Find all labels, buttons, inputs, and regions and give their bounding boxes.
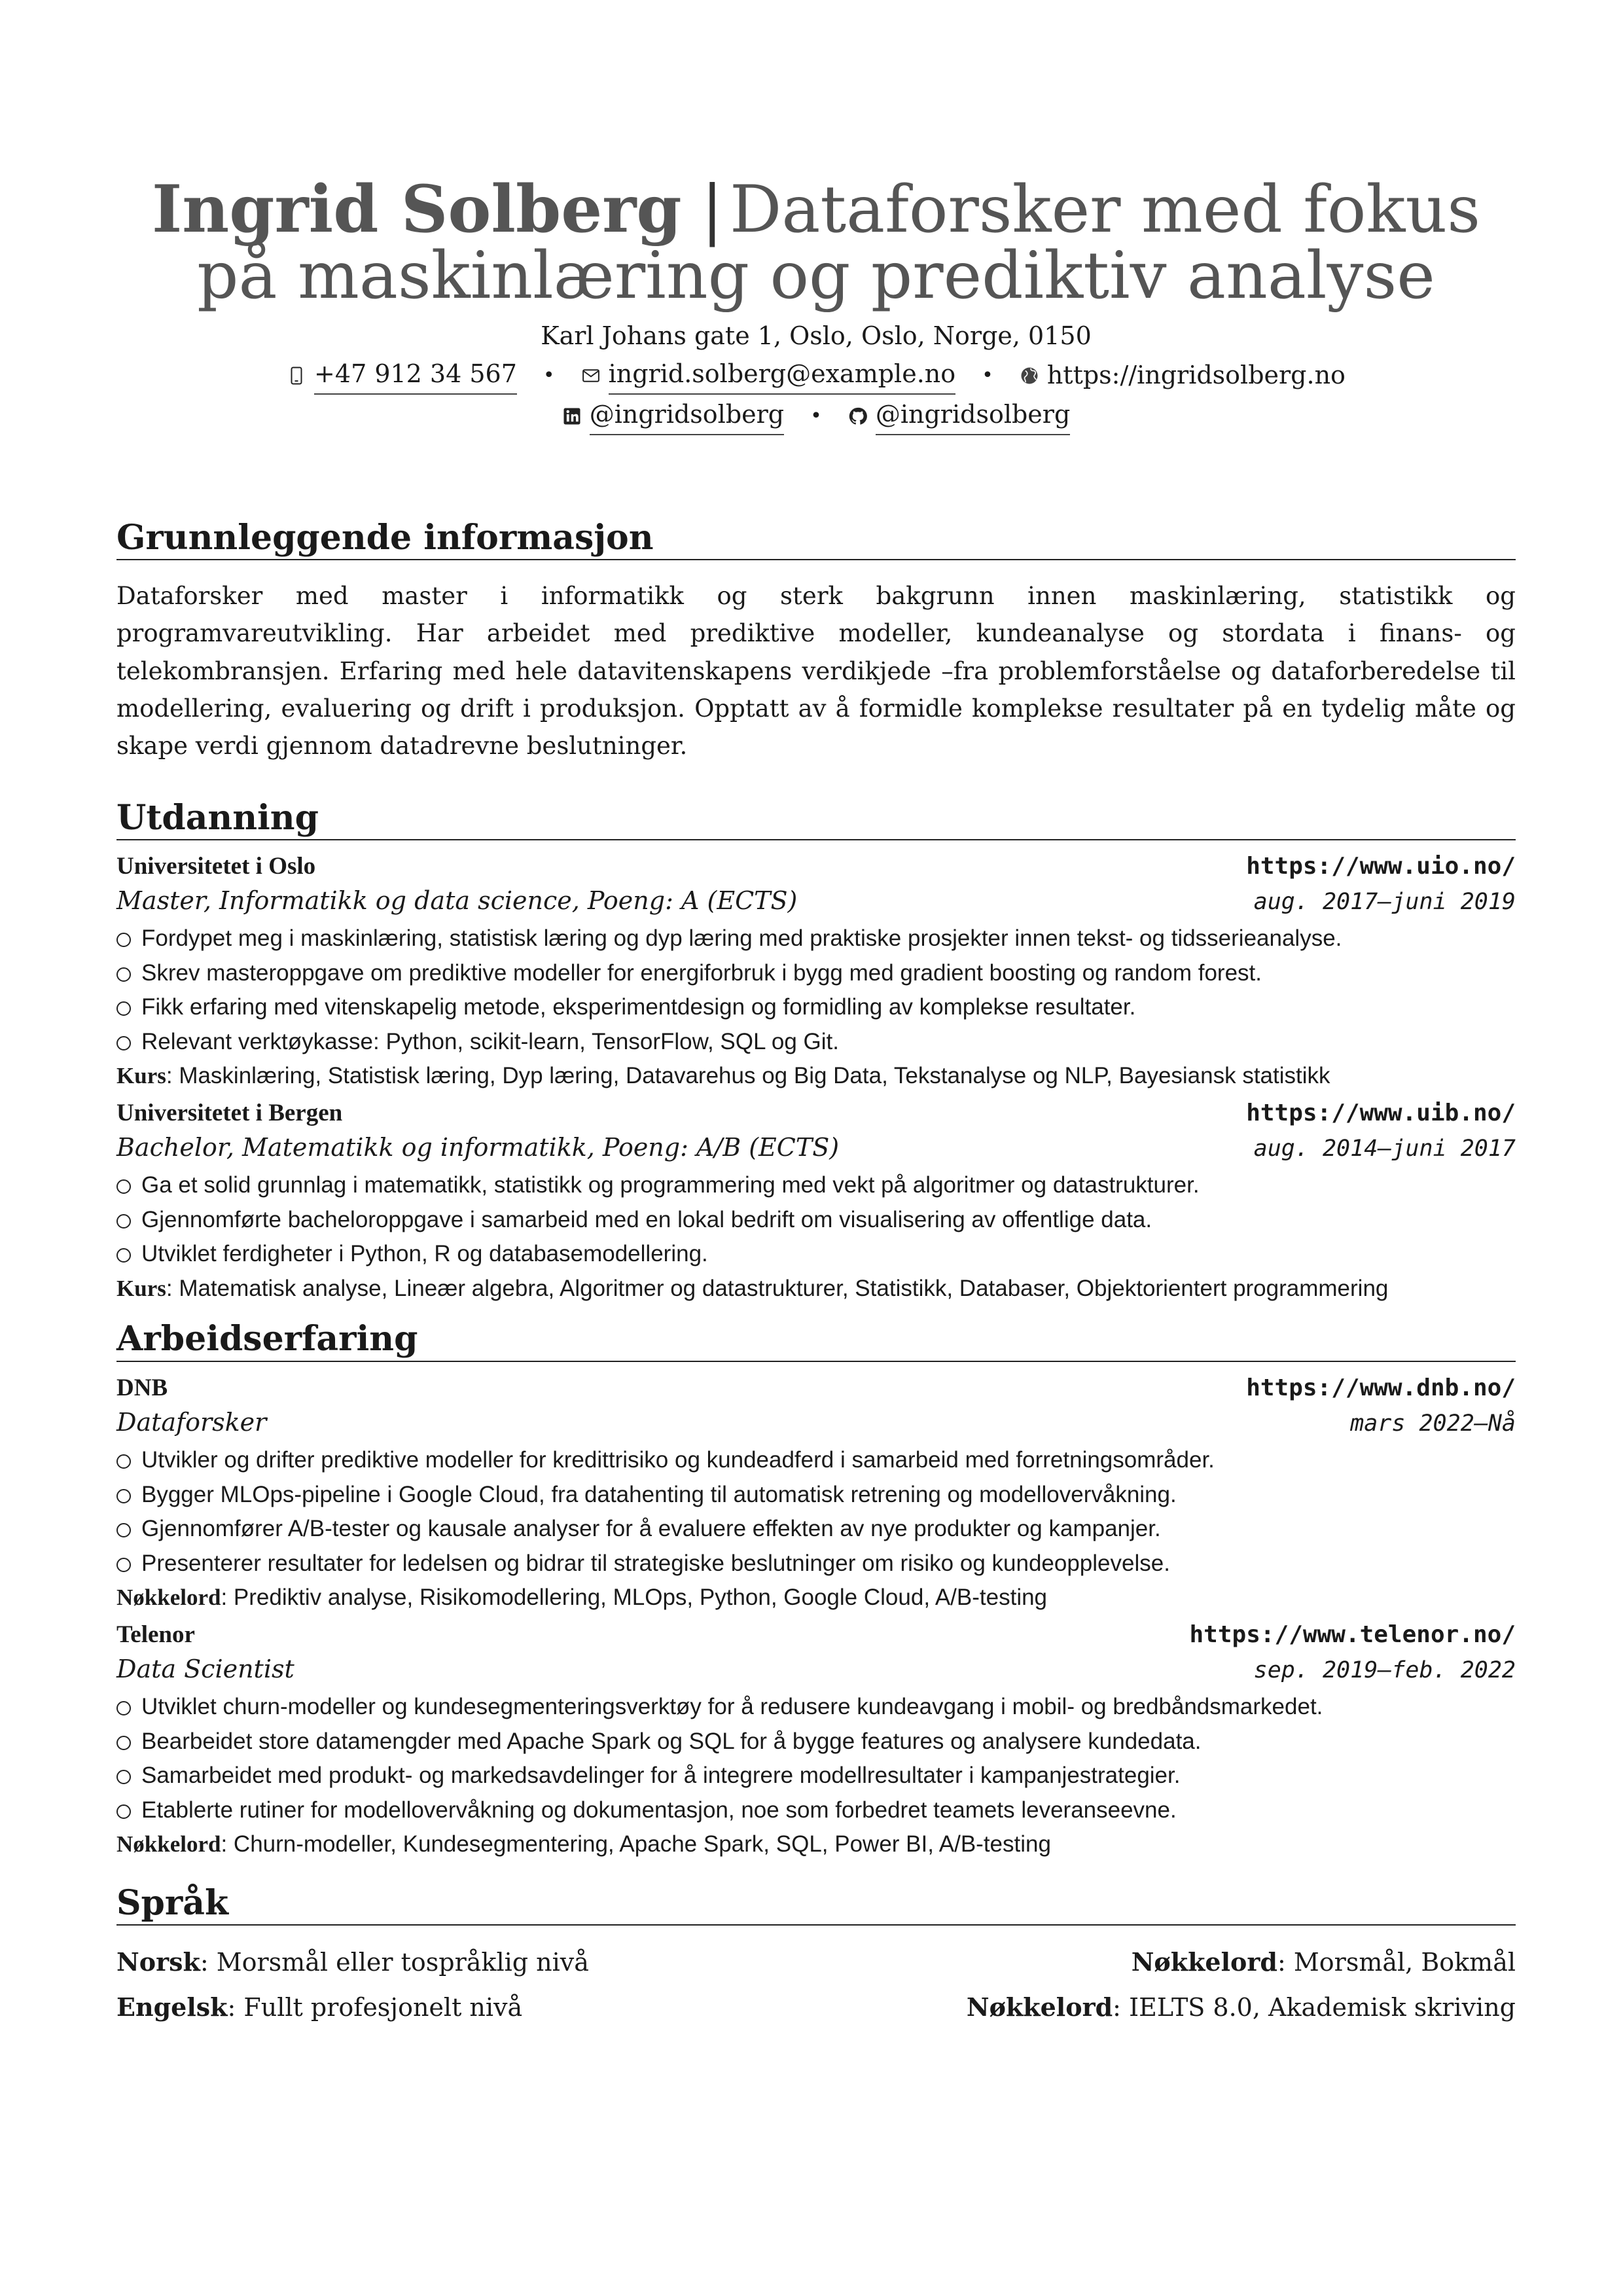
envelope-icon (581, 366, 601, 386)
email-contact[interactable] (581, 357, 956, 395)
languages-title: Språk (116, 1884, 1516, 1926)
list-item: Presenterer resultater for ledelsen og bidrar til strategiske beslutninger om risiko og kundeopplevelse. (116, 1547, 1516, 1581)
cv-content (116, 171, 1516, 2027)
experience-entry-dnb (116, 1371, 1516, 1615)
headline-line-2: på maskinlæring og prediktiv analyse (197, 238, 1435, 314)
list-item: Utvikler og drifter prediktive modeller for kredittrisiko og kundeadferd i samarbeid med forretningsområder. (116, 1443, 1516, 1478)
dates: aug. 2014–juni 2017 (1253, 1136, 1516, 1162)
list-item: Fikk erfaring med vitenskapelig metode, eksperimentdesign og formidling av komplekse resultater. (116, 990, 1516, 1025)
job-title: Dataforsker (116, 1408, 267, 1437)
language-level: Morsmål eller tospråklig nivå (216, 1947, 589, 1977)
org-url[interactable]: https://www.dnb.no/ (1246, 1374, 1516, 1401)
circle-bullet-icon (116, 1489, 131, 1503)
language-level: Fullt profesjonelt nivå (243, 1992, 523, 2022)
list-item: Utviklet churn-modeller og kundesegmenteringsverktøy for å redusere kundeavgang i mobil- og bredbåndsmarkedet. (116, 1690, 1516, 1725)
circle-bullet-icon (116, 1804, 131, 1819)
summary-title: Grunnleggende informasjon (116, 519, 1516, 560)
org-url[interactable]: https://www.uib.no/ (1246, 1099, 1516, 1126)
linkedin-link[interactable]: @ingridsolberg (590, 397, 784, 435)
org-url[interactable]: https://www.telenor.no/ (1189, 1621, 1516, 1648)
circle-bullet-icon (116, 1701, 131, 1715)
email-link[interactable]: ingrid.solberg@example.no (609, 357, 956, 395)
circle-bullet-icon (116, 1523, 131, 1537)
summary-text: Dataforsker med master i informatikk og sterk bakgrunn innen maskinlæring, statistikk og programvareutvikling. Har arbeidet med prediktive modeller, kundeanalyse og stordata i finans- og telekombransjen. Erfaring med hele datavitenskapens verdikjede –fra problemforståelse og dataforberedelse til modellering, evaluering og drift i produksjon. Opptatt av å formidle komplekse resultater på en tydelig måte og skape verdi gjennom datadrevne beslutninger. (116, 581, 1516, 761)
languages-section (116, 1884, 1516, 2028)
website-link[interactable]: https://ingridsolberg.no (1046, 360, 1346, 389)
website-contact[interactable] (1020, 358, 1346, 393)
degree: Master, Informatikk og data science, Poeng: A (ECTS) (116, 886, 798, 916)
language-keywords: IELTS 8.0, Akademisk skriving (1129, 1992, 1516, 2022)
circle-bullet-icon (116, 1179, 131, 1194)
list-item: Gjennomfører A/B-tester og kausale analyser for å evaluere effekten av nye produkter og kampanjer. (116, 1512, 1516, 1547)
circle-bullet-icon (116, 967, 131, 982)
org-name: DNB (116, 1374, 168, 1401)
page-title (116, 171, 1516, 314)
bullet-list (116, 922, 1516, 1059)
globe-icon (1020, 366, 1039, 386)
language-keywords: Morsmål, Bokmål (1293, 1947, 1516, 1977)
circle-bullet-icon (116, 1248, 131, 1263)
circle-bullet-icon (116, 1001, 131, 1016)
education-entry-uib (116, 1096, 1516, 1306)
person-name: Ingrid Solberg (151, 171, 682, 247)
courses-line: Kurs: Matematisk analyse, Lineær algebra, Algoritmer og datastrukturer, Statistikk, Databaser, Objektorientert programmering (116, 1275, 1389, 1301)
linkedin-contact[interactable] (562, 397, 784, 435)
separator-dot: • (982, 363, 993, 387)
title-separator: | (701, 172, 723, 247)
phone-link[interactable]: +47 912 34 567 (314, 357, 517, 395)
language-name: Engelsk (116, 1992, 228, 2022)
list-item: Gjennomførte bacheloroppgave i samarbeid med en lokal bedrift om visualisering av offentlige data. (116, 1203, 1516, 1238)
list-item: Bearbeidet store datamengder med Apache Spark og SQL for å bygge features og analysere kundedata. (116, 1725, 1516, 1759)
headline-line-1: Dataforsker med fokus (730, 172, 1481, 247)
circle-bullet-icon (116, 933, 131, 947)
language-row: Engelsk: Fullt profesjonelt nivå Nøkkelord: IELTS 8.0, Akademisk skriving (116, 1992, 1516, 2022)
separator-dot: • (543, 363, 555, 387)
cv-header (116, 171, 1516, 435)
bullet-list (116, 1168, 1516, 1272)
education-title: Utdanning (116, 799, 1516, 840)
bullet-list (116, 1443, 1516, 1581)
keywords-line: Nøkkelord: Churn-modeller, Kundesegmentering, Apache Spark, SQL, Power BI, A/B-testing (116, 1831, 1051, 1857)
circle-bullet-icon (116, 1214, 131, 1229)
contact-line-1 (116, 357, 1516, 395)
education-section (116, 799, 1516, 1306)
circle-bullet-icon (116, 1770, 131, 1784)
experience-title: Arbeidserfaring (116, 1320, 1516, 1361)
circle-bullet-icon (116, 1036, 131, 1050)
courses-line: Kurs: Maskinlæring, Statistisk læring, Dyp læring, Datavarehus og Big Data, Tekstanalyse og NLP, Bayesiansk statistikk (116, 1063, 1330, 1089)
dates: sep. 2019–feb. 2022 (1253, 1657, 1516, 1684)
experience-section (116, 1320, 1516, 1861)
github-contact[interactable] (848, 397, 1070, 435)
summary-section (116, 519, 1516, 765)
list-item: Bygger MLOps-pipeline i Google Cloud, fra datahenting til automatisk retrening og modellovervåkning. (116, 1478, 1516, 1513)
keyword-label: Nøkkelord (966, 1992, 1113, 2022)
circle-bullet-icon (116, 1736, 131, 1750)
keywords-line: Nøkkelord: Prediktiv analyse, Risikomodellering, MLOps, Python, Google Cloud, A/B-testing (116, 1585, 1048, 1611)
keyword-label: Nøkkelord (1131, 1946, 1277, 1977)
org-name: Telenor (116, 1621, 195, 1648)
list-item: Ga et solid grunnlag i matematikk, statistikk og programmering med vekt på algoritmer og datastrukturer. (116, 1168, 1516, 1203)
org-url[interactable]: https://www.uio.no/ (1246, 852, 1516, 880)
phone-icon (287, 366, 306, 386)
linkedin-icon (562, 406, 582, 426)
list-item: Samarbeidet med produkt- og markedsavdelinger for å integrere modellresultater i kampanjestrategier. (116, 1759, 1516, 1793)
address: Karl Johans gate 1, Oslo, Oslo, Norge, 0150 (541, 321, 1092, 350)
education-entry-uio (116, 850, 1516, 1094)
circle-bullet-icon (116, 1454, 131, 1469)
language-name: Norsk (116, 1946, 200, 1977)
circle-bullet-icon (116, 1558, 131, 1572)
list-item: Relevant verktøykasse: Python, scikit-learn, TensorFlow, SQL og Git. (116, 1025, 1516, 1060)
github-icon (848, 406, 868, 426)
job-title: Data Scientist (116, 1655, 294, 1684)
list-item: Etablerte rutiner for modellovervåkning og dokumentasjon, noe som forbedret teamets leveranseevne. (116, 1793, 1516, 1828)
org-name: Universitetet i Bergen (116, 1099, 343, 1126)
list-item: Skrev masteroppgave om prediktive modeller for energiforbruk i bygg med gradient boosting og random forest. (116, 956, 1516, 991)
contact-line-2 (116, 397, 1516, 435)
experience-entry-telenor (116, 1618, 1516, 1862)
org-name: Universitetet i Oslo (116, 852, 316, 880)
degree: Bachelor, Matematikk og informatikk, Poeng: A/B (ECTS) (116, 1133, 840, 1162)
phone-contact[interactable] (287, 357, 517, 395)
separator-dot: • (810, 404, 822, 427)
bullet-list (116, 1690, 1516, 1827)
list-item: Utviklet ferdigheter i Python, R og databasemodellering. (116, 1237, 1516, 1272)
github-link[interactable]: @ingridsolberg (876, 397, 1070, 435)
dates: aug. 2017–juni 2019 (1253, 889, 1516, 916)
list-item: Fordypet meg i maskinlæring, statistisk læring og dyp læring med praktiske prosjekter innen tekst- og tidsserieanalyse. (116, 922, 1516, 956)
language-row: Norsk: Morsmål eller tospråklig nivå Nøkkelord: Morsmål, Bokmål (116, 1946, 1516, 1977)
dates: mars 2022–Nå (1350, 1410, 1516, 1437)
